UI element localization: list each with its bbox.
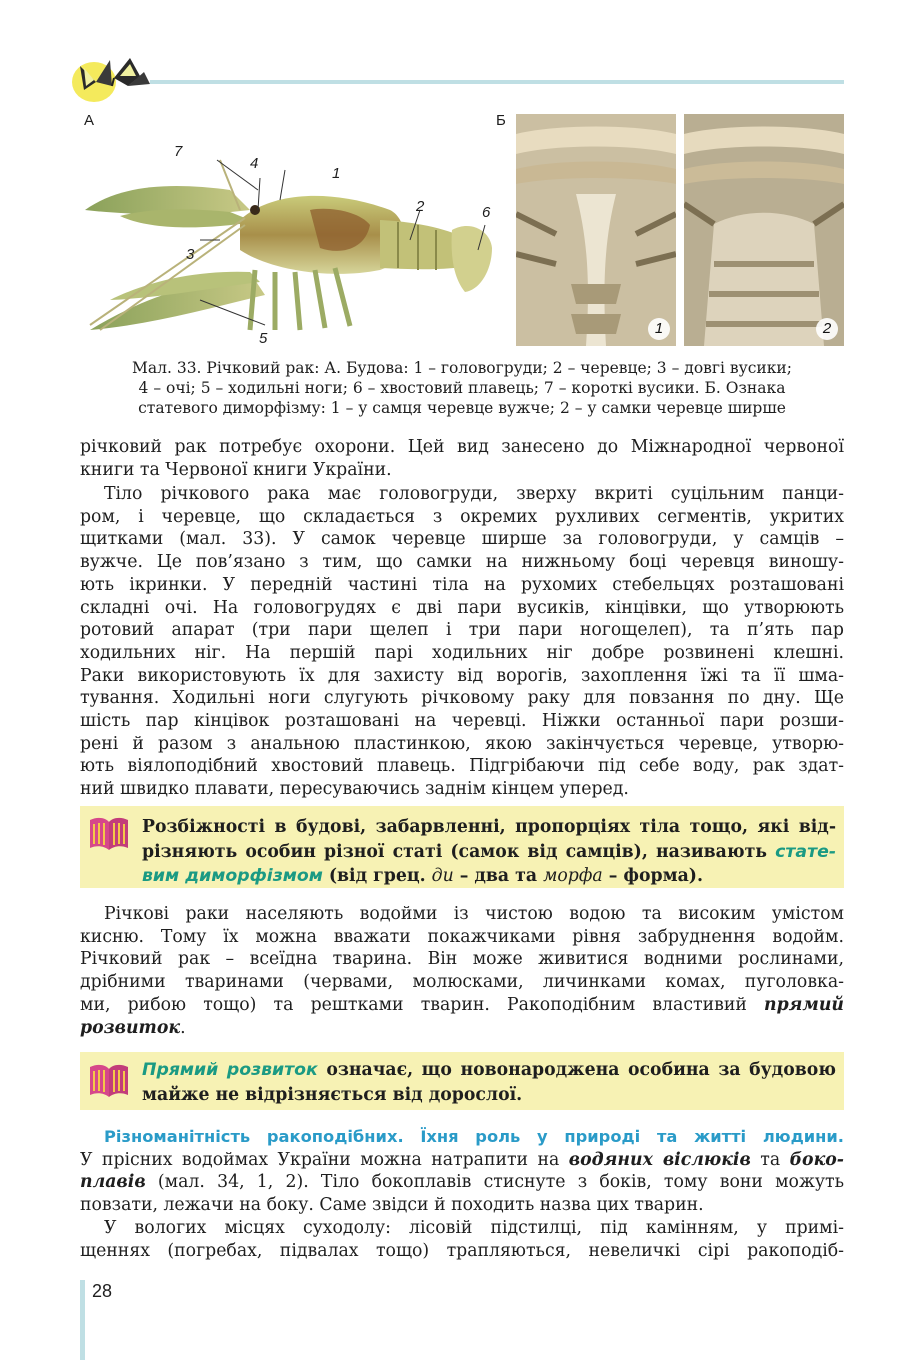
- section-heading: Різноманітність ракоподібних. Їхня роль у природі та житті людини.: [104, 1127, 844, 1146]
- note-text: різняють особин різної статі (самок від самців), називають: [142, 841, 776, 862]
- text-line: вужче. Це пов’язано з тим, що самки на нижньому боці черевця виношу-: [80, 552, 844, 573]
- term-amphipods: боко-: [789, 1149, 844, 1170]
- note-line: [142, 1058, 836, 1083]
- part-number-5: 5: [259, 330, 268, 347]
- part-number-1: 1: [332, 165, 341, 182]
- open-book-icon: [86, 814, 132, 854]
- note-text: – два та: [453, 866, 544, 886]
- greek-word-di: ди: [431, 866, 454, 886]
- open-book-icon: [86, 1061, 132, 1101]
- text-line: кисню. Тому їх можна вважати покажчиками рівня забруднення водойм.: [80, 926, 844, 947]
- note-line: [142, 840, 836, 865]
- note-text: – форма).: [602, 866, 703, 886]
- part-number-6: 6: [482, 204, 491, 221]
- text-span: та: [750, 1149, 790, 1170]
- text-line: щитками (мал. 33). У самок черевце ширше за головогруди, у самців –: [80, 529, 844, 550]
- caption-line: статевого диморфізму: 1 – у самця черевце вужче; 2 – у самки черевце ширше: [138, 399, 786, 417]
- text-line: [80, 1149, 844, 1172]
- text-line: Тіло річкового рака має головогруди, зверху вкриті суцільним панци-: [104, 484, 844, 504]
- text-span: У прісних водоймах України можна натрапити на: [80, 1149, 569, 1170]
- text-line: ють ікринки. У передній частині тіла на рухомих стебельцях розташовані: [80, 574, 844, 595]
- caption-line: 4 – очі; 5 – ходильні ноги; 6 – хвостовий плавець; 7 – короткі вусики. Б. Ознака: [138, 379, 786, 397]
- text-line: річковий рак потребує охорони. Цей вид занесено до Міжнародної червоної: [80, 437, 844, 457]
- text-line: У вологих місцях суходолу: лісовій підстилці, під камінням, у примі-: [104, 1217, 844, 1238]
- term-direct: прямий: [764, 994, 844, 1015]
- note-text: означає, що новонароджена особина за будовою: [317, 1060, 836, 1080]
- note-line: майже не відрізняється від дорослої.: [142, 1084, 523, 1105]
- term-direct-development: Прямий розвиток: [142, 1060, 318, 1080]
- text-line: книги та Червоної книги України.: [80, 459, 392, 480]
- paragraph-3: [80, 903, 844, 1039]
- text-span: .: [180, 1017, 186, 1038]
- text-span: ми, рибою тощо) та рештками тварин. Ракоподібним властивий: [80, 994, 765, 1015]
- page-number: 28: [92, 1281, 113, 1301]
- crayfish-illustration: [80, 130, 500, 350]
- photo-badge-1: 1: [648, 318, 670, 340]
- paragraph-1: [80, 436, 844, 481]
- term-dimorphism-part2: вим диморфізмом: [142, 866, 323, 886]
- text-line: тування. Ходильні ноги слугують річковому раку для повзання по дну. Ще: [80, 688, 844, 709]
- part-number-7: 7: [174, 143, 183, 160]
- female-abdomen-photo: [684, 114, 844, 346]
- text-span: (мал. 34, 1, 2). Тіло бокоплавів стиснуте з боків, тому вони можуть: [145, 1172, 844, 1193]
- text-line: дрібними тваринами (червами, молюсками, личинками комах, пуголовка-: [80, 972, 844, 993]
- text-line: [80, 1171, 844, 1194]
- note-text: (від грец.: [322, 866, 432, 886]
- text-line: шість пар кінцівок розташовані на черевці. Ніжки останньої пари розши-: [80, 711, 844, 732]
- section-diversity: [80, 1126, 844, 1262]
- caption-line: Мал. 33. Річковий рак: А. Будова: 1 – головогруди; 2 – черевце; 3 – довгі вусики;: [132, 359, 792, 377]
- text-line: повзати, лежачи на боку. Саме звідси й походить назва цих тварин.: [80, 1195, 704, 1216]
- text-line: Річковий рак – всеїдна тварина. Він може живитися водними рослинами,: [80, 949, 844, 970]
- male-abdomen-photo: [516, 114, 676, 346]
- term-amphipods-end: плавів: [80, 1172, 146, 1193]
- term-water-lice: водяних віслюків: [568, 1149, 751, 1170]
- note-line: Розбіжності в будові, забарвленні, пропорціях тіла тощо, які від-: [142, 817, 836, 837]
- figure-caption: [80, 358, 844, 418]
- text-line: Раки використовують їх для захисту від ворогів, захоплення їжі та її шма-: [80, 665, 844, 686]
- photo-badge-2: 2: [816, 318, 838, 340]
- panel-a-label: А: [84, 112, 95, 129]
- part-number-4: 4: [250, 155, 259, 172]
- text-line: ють віялоподібний хвостовий плавець. Підгрібаючи під себе воду, рак здат-: [80, 756, 844, 777]
- text-line: складні очі. На головогрудях є дві пари вусиків, кінцівки, що утворюють: [80, 597, 844, 618]
- note-line: [142, 864, 836, 889]
- definition-note-dimorphism: [80, 806, 844, 888]
- greek-word-morpha: морфа: [543, 866, 603, 886]
- text-line: щеннях (погребах, підвалах тощо) трапляються, невеличкі сірі ракоподіб-: [80, 1240, 844, 1261]
- term-development: розвиток: [80, 1017, 181, 1038]
- header-rule: [150, 80, 844, 84]
- definition-note-direct-development: [80, 1052, 844, 1110]
- text-line: ний швидко плавати, пересуваючись заднім кінцем уперед.: [80, 779, 629, 800]
- part-number-3: 3: [186, 246, 195, 263]
- page-margin-bar: [80, 1280, 85, 1360]
- text-line: Річкові раки населяють водойми із чистою водою та високим умістом: [104, 904, 844, 924]
- text-line: ходильних ніг. На першій парі ходильних ніг добре розвинені клешні.: [80, 642, 844, 663]
- text-line: [80, 1017, 844, 1040]
- paragraph-2: [80, 483, 844, 801]
- text-line: [80, 994, 844, 1017]
- text-line: ром, і черевце, що складається з окремих рухливих сегментів, укритих: [80, 506, 844, 527]
- panel-b-label: Б: [496, 112, 506, 129]
- butterfly-logo-icon: [70, 46, 154, 106]
- part-number-2: 2: [416, 198, 425, 215]
- term-dimorphism-part1: стате-: [775, 841, 836, 862]
- text-line: ротовий апарат (три пари щелеп і три пари ногощелеп), та п’ять пар: [80, 620, 844, 641]
- text-line: рені й разом з анальною пластинкою, якою закінчується черевце, утворю-: [80, 733, 844, 754]
